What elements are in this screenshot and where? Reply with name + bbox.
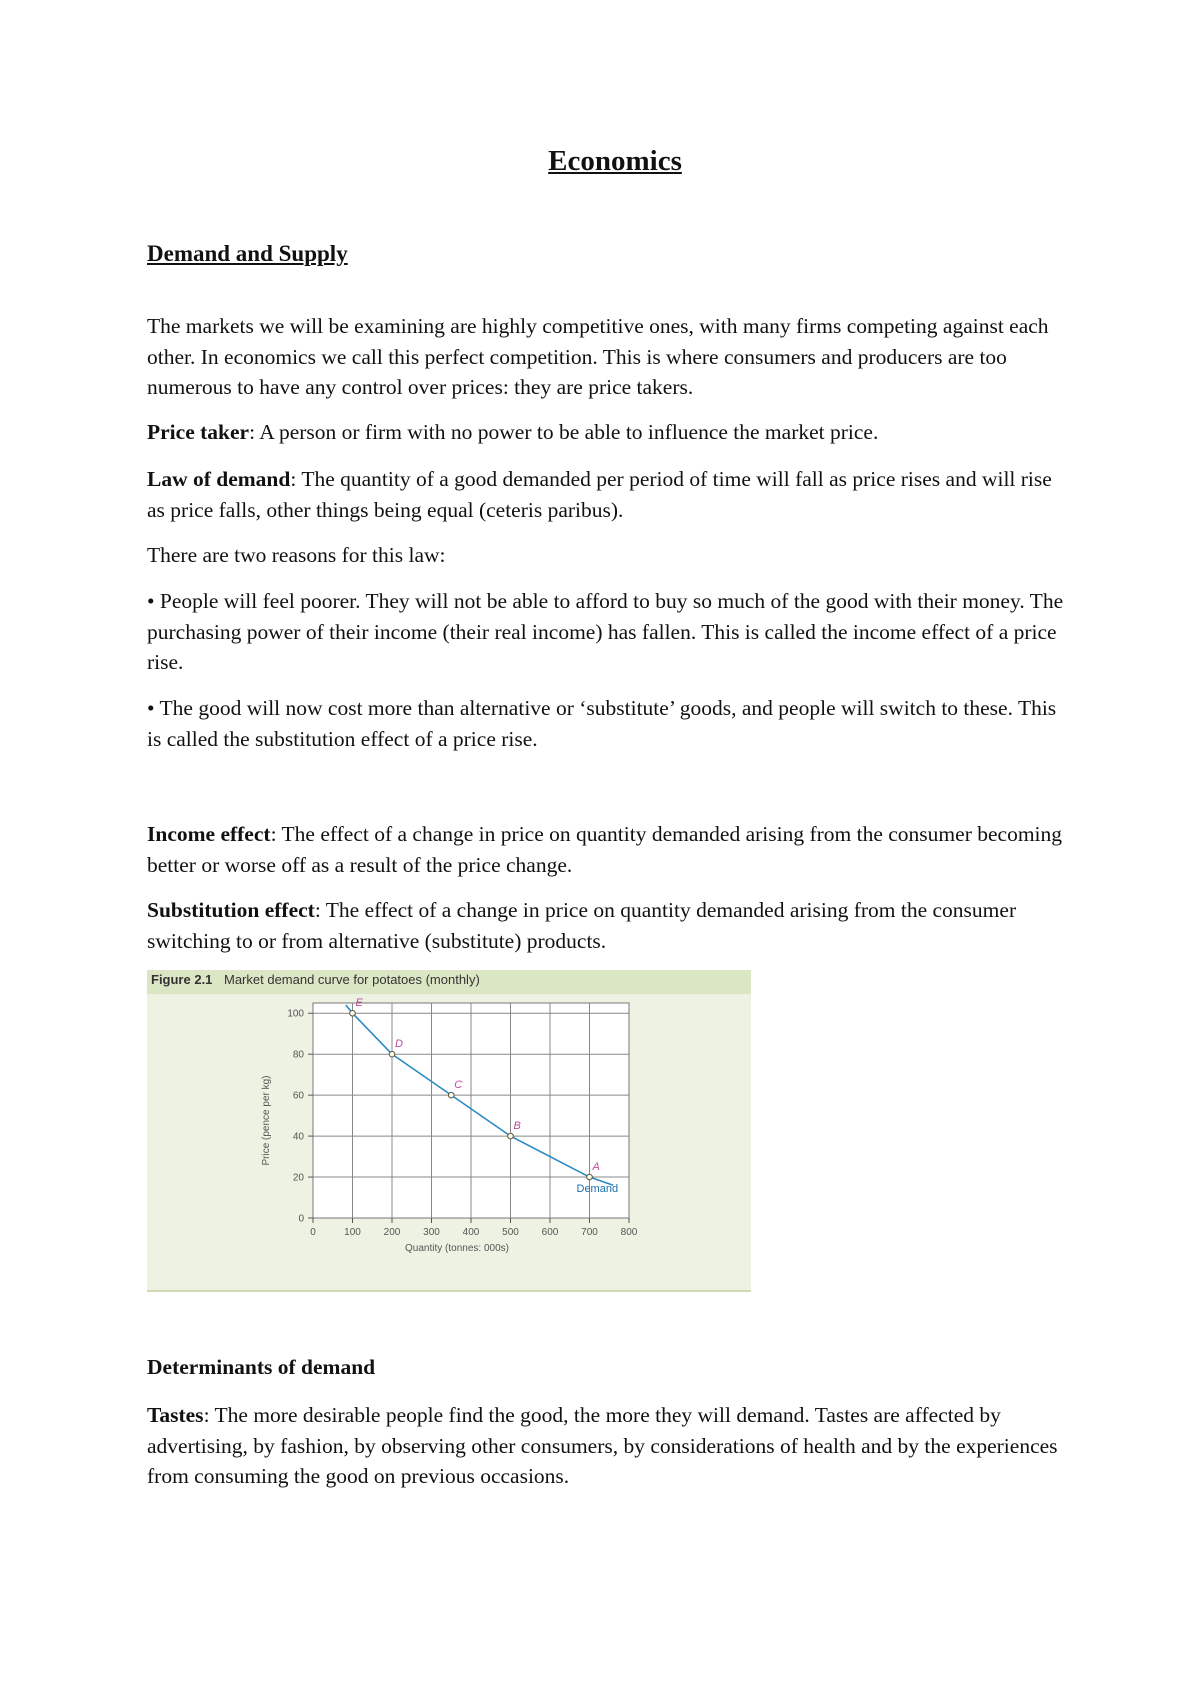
figure-label: Figure 2.1: [151, 972, 213, 987]
y-tick-label: 60: [292, 1090, 304, 1102]
figure-bottom-rule: [147, 1290, 751, 1292]
x-tick-label: 700: [581, 1227, 598, 1238]
figure-header: [147, 970, 751, 994]
definition-substitution-effect: [147, 895, 1067, 956]
x-tick-label: 200: [383, 1227, 401, 1238]
x-tick-label: 300: [423, 1227, 440, 1238]
definition-law-of-demand: [147, 464, 1067, 525]
point-label-c: C: [454, 1079, 463, 1092]
x-axis-label: Quantity (tonnes: 000s): [405, 1243, 509, 1254]
text-tastes: : The more desirable people find the good, the more they will demand. Tastes are affected by advertising, by fashion, by observing other consumers, by considerations of health and by the experiences from consuming the good on previous occasions.: [147, 1403, 1058, 1488]
x-tick-label: 100: [344, 1227, 361, 1238]
term-law-of-demand: Law of demand: [147, 467, 291, 491]
text-law-of-demand: : The quantity of a good demanded per period of time will fall as price rises and will rise as price falls, other things being equal (ceteris paribus).: [147, 467, 1052, 522]
y-tick-label: 0: [298, 1213, 304, 1225]
point-label-d: D: [395, 1038, 403, 1051]
y-tick-label: 80: [292, 1049, 304, 1061]
data-point-a: [587, 1174, 593, 1180]
definition-price-taker: [147, 417, 1067, 448]
document-title: Economics: [548, 145, 682, 177]
x-tick-label: 500: [502, 1227, 519, 1238]
y-tick-label: 100: [287, 1008, 304, 1020]
x-tick-label: 800: [620, 1227, 638, 1238]
reason-income: • People will feel poorer. They will not be able to afford to buy so much of the good with their money. The purchasing power of their income (their real income) has fallen. This is called the income effect of a price rise.: [147, 589, 1064, 674]
intro-paragraph: The markets we will be examining are highly competitive ones, with many firms competing against each other. In economics we call this perfect competition. This is where consumers and producers are too numerous to have any control over prices: they are price takers.: [147, 314, 1049, 399]
definition-tastes: [147, 1400, 1067, 1492]
figure-demand-curve: [147, 970, 751, 1292]
term-price-taker: Price taker: [147, 420, 250, 444]
text-price-taker: : A person or firm with no power to be able to influence the market price.: [249, 420, 879, 444]
term-substitution-effect: Substitution effect: [147, 898, 315, 922]
definition-income-effect: [147, 819, 1067, 880]
data-point-e: [350, 1010, 356, 1016]
x-tick-label: 0: [310, 1227, 316, 1238]
point-label-e: E: [355, 997, 363, 1010]
data-point-b: [508, 1133, 514, 1139]
y-tick-label: 40: [292, 1131, 304, 1143]
term-income-effect: Income effect: [147, 822, 271, 846]
y-tick-label: 20: [292, 1172, 304, 1184]
point-label-a: A: [592, 1161, 600, 1174]
data-point-c: [448, 1092, 454, 1098]
term-tastes: Tastes: [147, 1403, 204, 1427]
data-point-d: [389, 1051, 395, 1057]
text-substitution-effect: : The effect of a change in price on quantity demanded arising from the consumer switching to or from alternative (substitute) products.: [147, 898, 1017, 953]
x-tick-label: 600: [541, 1227, 559, 1238]
text-income-effect: : The effect of a change in price on quantity demanded arising from the consumer becoming better or worse off as a result of the price change.: [147, 822, 1063, 877]
x-tick-label: 400: [462, 1227, 480, 1238]
section-heading-determinants: Determinants of demand: [147, 1355, 376, 1379]
figure-caption: Market demand curve for potatoes (monthly): [224, 972, 480, 987]
reason-substitution: • The good will now cost more than alternative or ‘substitute’ goods, and people will switch to these. This is called the substitution effect of a price rise.: [147, 696, 1057, 751]
y-axis-label: Price (pence per kg): [261, 1075, 272, 1166]
point-label-b: B: [513, 1120, 521, 1133]
demand-chart: [147, 994, 751, 1292]
series-label-demand: Demand: [576, 1183, 619, 1196]
section-heading-demand-supply: Demand and Supply: [147, 241, 348, 266]
reasons-intro: There are two reasons for this law:: [147, 543, 446, 567]
